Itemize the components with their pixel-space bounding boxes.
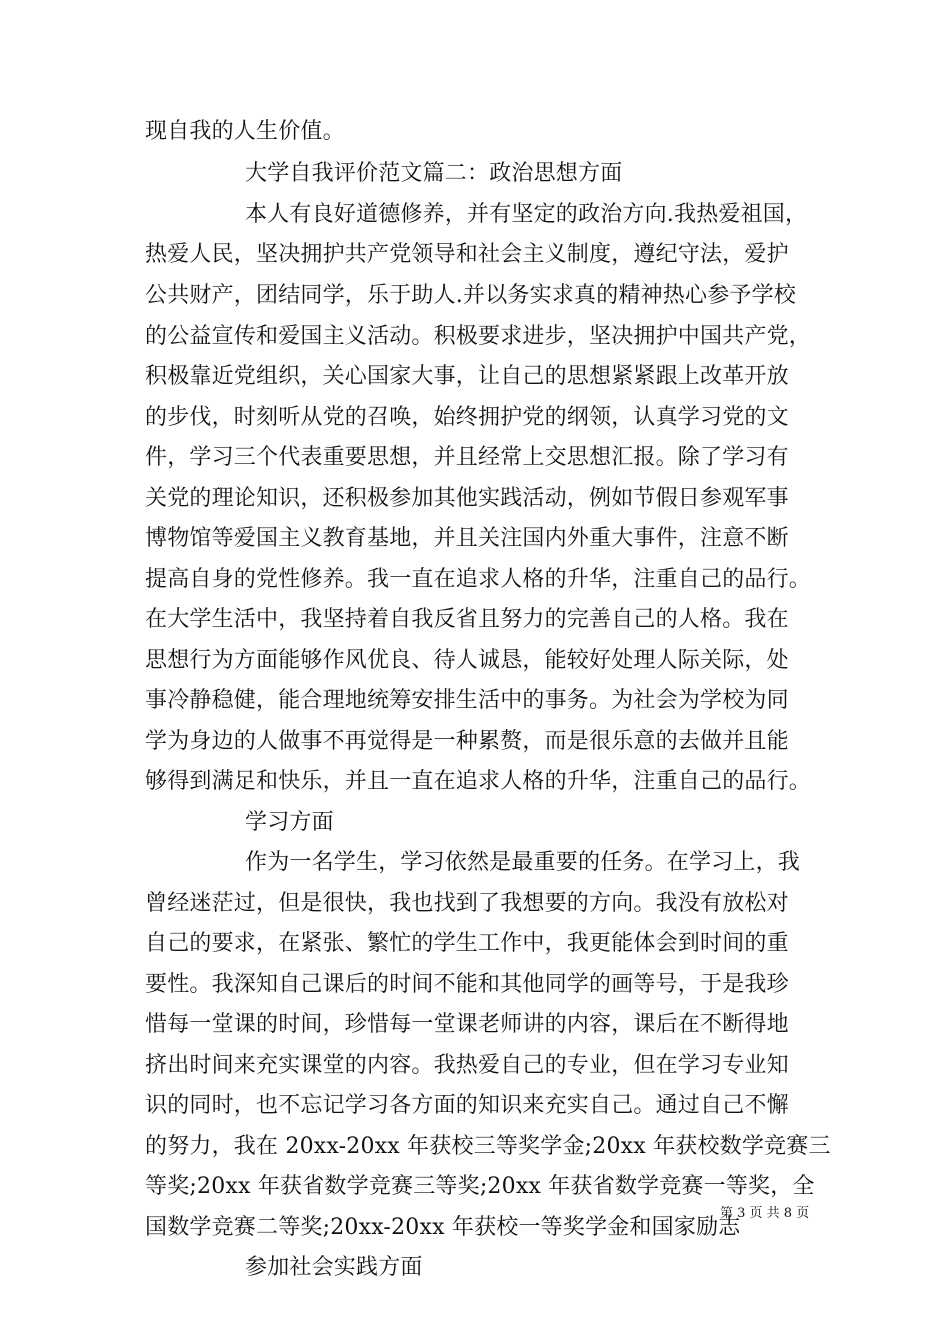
body-text-line: 公共财产，团结同学，乐于助人.并以务实求真的精神热心参予学校: [145, 283, 796, 308]
section-heading-study: 学习方面: [245, 810, 334, 835]
body-text-line: 的步伐，时刻听从党的召唤，始终拥护党的纲领，认真学习党的文: [145, 405, 789, 430]
section-heading-social-practice: 参加社会实践方面: [245, 1255, 423, 1280]
body-text-line: 自己的要求，在紧张、繁忙的学生工作中，我更能体会到时间的重: [145, 931, 789, 956]
body-text-line: 够得到满足和快乐，并且一直在追求人格的升华，注重自己的品行。: [145, 769, 812, 794]
body-text-line: 件，学习三个代表重要思想，并且经常上交思想汇报。除了学习有: [145, 445, 789, 470]
body-text-line: 关党的理论知识，还积极参加其他实践活动，例如节假日参观军事: [145, 486, 789, 511]
body-text-line: 曾经迷茫过，但是很快，我也找到了我想要的方向。我没有放松对: [145, 891, 789, 916]
body-text-line: 挤出时间来充实课堂的内容。我热爱自己的专业，但在学习专业知: [145, 1053, 789, 1078]
body-text-line: 识的同时，也不忘记学习各方面的知识来充实自己。通过自己不懈: [145, 1093, 789, 1118]
section-heading-politics: 大学自我评价范文篇二：政治思想方面: [245, 161, 623, 186]
body-text-line: 的公益宣传和爱国主义活动。积极要求进步，坚决拥护中国共产党，: [145, 324, 812, 349]
body-text-line: 博物馆等爱国主义教育基地，并且关注国内外重大事件，注意不断: [145, 526, 789, 551]
body-text-line: 现自我的人生价值。: [145, 119, 345, 144]
body-text-line: 作为一名学生，学习依然是最重要的任务。在学习上，我: [245, 850, 801, 875]
body-text-line: 热爱人民，坚决拥护共产党领导和社会主义制度，遵纪守法，爱护: [145, 242, 789, 267]
body-text-line: 思想行为方面能够作风优良、待人诚恳，能较好处理人际关际，处: [145, 648, 789, 673]
body-text-line: 要性。我深知自己课后的时间不能和其他同学的画等号，于是我珍: [145, 972, 789, 997]
body-text-line: 惜每一堂课的时间，珍惜每一堂课老师讲的内容，课后在不断得地: [145, 1012, 789, 1037]
body-text-line: 积极靠近党组织，关心国家大事，让自己的思想紧紧跟上改革开放: [145, 364, 789, 389]
body-text-line: 学为身边的人做事不再觉得是一种累赘，而是很乐意的去做并且能: [145, 729, 789, 754]
body-text-line: 等奖;20xx 年获省数学竞赛三等奖;20xx 年获省数学竞赛一等奖，全: [145, 1174, 815, 1199]
body-text-line: 在大学生活中，我坚持着自我反省且努力的完善自己的人格。我在: [145, 607, 789, 632]
body-text-line: 本人有良好道德修养，并有坚定的政治方向.我热爱祖国，: [245, 202, 808, 227]
body-text-line: 提高自身的党性修养。我一直在追求人格的升华，注重自己的品行。: [145, 567, 812, 592]
page-number-footer: 第 3 页 共 8 页: [720, 1206, 810, 1221]
body-text-line: 事冷静稳健，能合理地统筹安排生活中的事务。为社会为学校为同: [145, 688, 789, 713]
body-text-line: 的努力，我在 20xx-20xx 年获校三等奖学金;20xx 年获校数学竞赛三: [145, 1134, 831, 1159]
body-text-line: 国数学竞赛二等奖;20xx-20xx 年获校一等奖学金和国家励志: [145, 1215, 741, 1240]
